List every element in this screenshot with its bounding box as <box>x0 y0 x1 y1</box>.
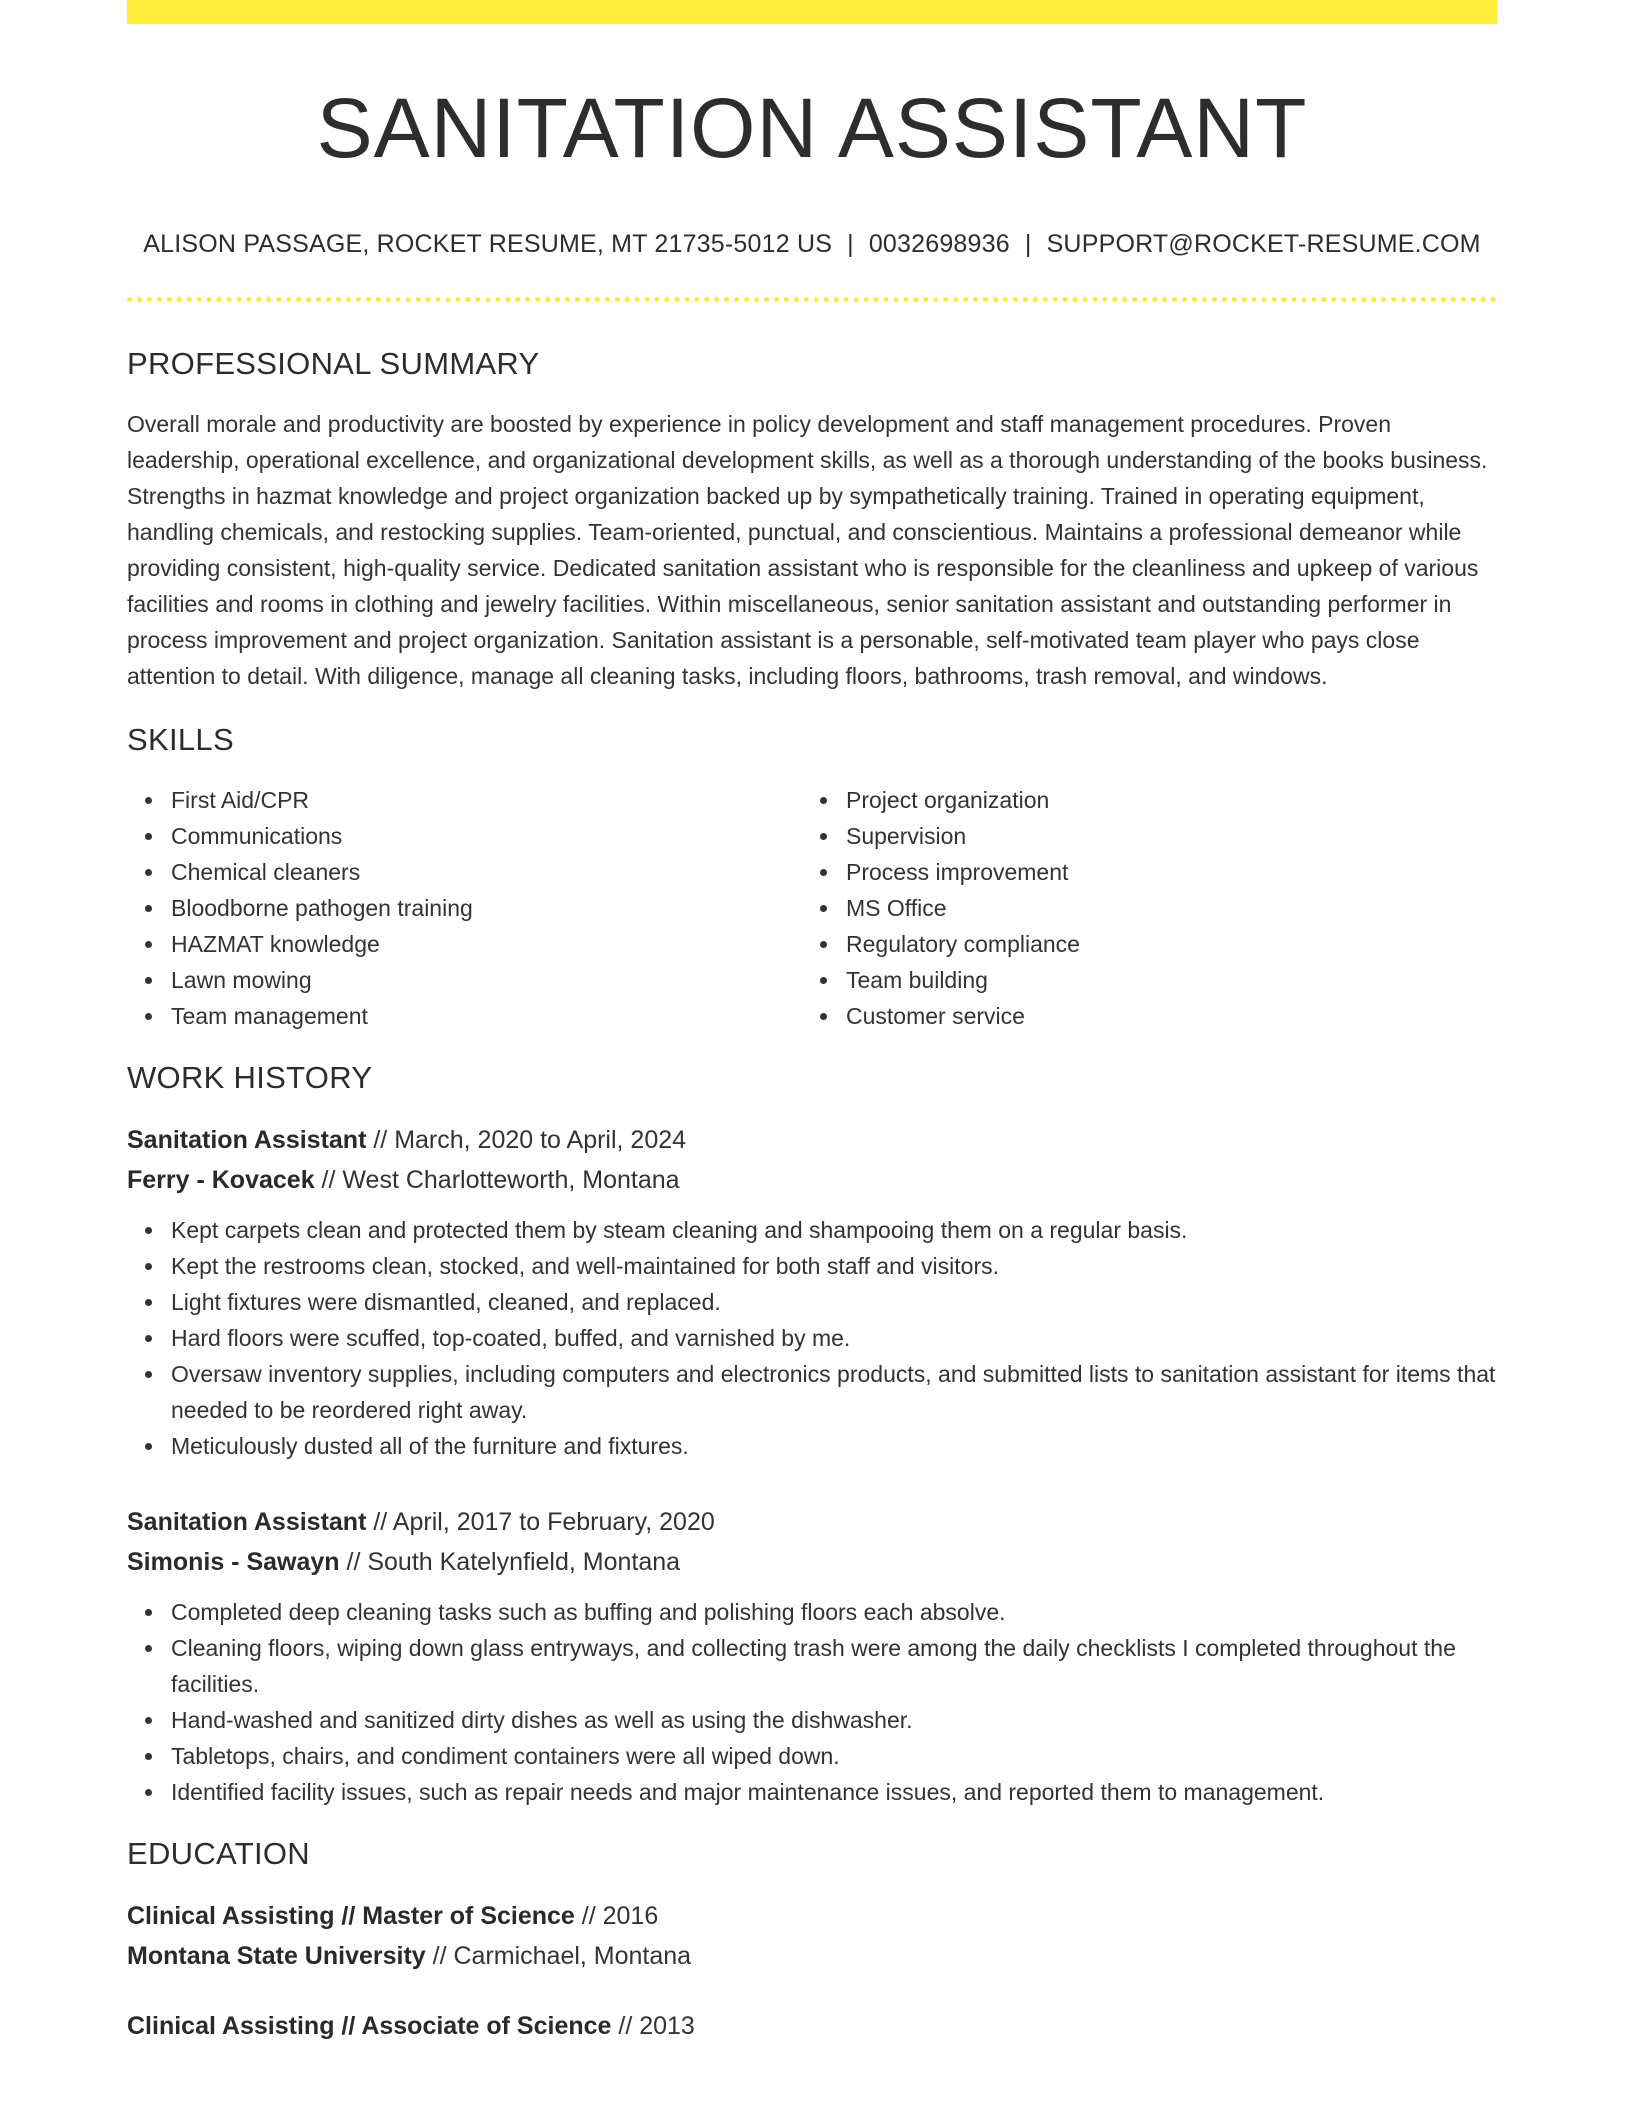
job-role: Sanitation Assistant <box>127 1126 367 1155</box>
skill-item: Project organization <box>846 782 1486 818</box>
education-degree-line <box>127 1896 1497 1936</box>
section-heading-work-history: WORK HISTORY <box>127 1060 373 1096</box>
job-company: Simonis - Sawayn <box>127 1548 340 1577</box>
education-entry <box>127 2006 1497 2046</box>
education-location: // Carmichael, Montana <box>425 1942 692 1971</box>
contact-email[interactable]: SUPPORT@ROCKET-RESUME.COM <box>1046 230 1481 259</box>
job-role: Sanitation Assistant <box>127 1508 367 1537</box>
contact-address: ALISON PASSAGE, ROCKET RESUME, MT 21735-5012 US <box>143 230 833 259</box>
section-heading-summary: PROFESSIONAL SUMMARY <box>127 346 540 382</box>
job-bullet: Kept carpets clean and protected them by steam cleaning and shampooing them on a regular basis. <box>171 1212 1497 1248</box>
education-entry <box>127 1896 1497 1976</box>
top-accent-bar <box>127 0 1497 24</box>
skills-list-right <box>802 782 1486 1034</box>
job-bullets <box>127 1594 1497 1810</box>
education-school: Montana State University <box>127 1942 426 1971</box>
section-heading-skills: SKILLS <box>127 722 234 758</box>
skill-item: Supervision <box>846 818 1486 854</box>
skill-item: Bloodborne pathogen training <box>171 890 802 926</box>
job-dates: // March, 2020 to April, 2024 <box>366 1126 687 1155</box>
contact-separator: | <box>847 230 854 259</box>
dotted-divider <box>127 297 1497 302</box>
resume-title: SANITATION ASSISTANT <box>316 81 1308 175</box>
education-degree: Clinical Assisting // Master of Science <box>127 1902 575 1931</box>
skills-list-left <box>127 782 802 1034</box>
contact-separator: | <box>1024 230 1032 259</box>
skill-item: Regulatory compliance <box>846 926 1486 962</box>
job-role-line <box>127 1120 1497 1160</box>
skill-item: Chemical cleaners <box>171 854 802 890</box>
skill-item: HAZMAT knowledge <box>171 926 802 962</box>
skill-item: Communications <box>171 818 802 854</box>
job-bullet: Hand-washed and sanitized dirty dishes as well as using the dishwasher. <box>171 1702 1497 1738</box>
job-bullet: Tabletops, chairs, and condiment containers were all wiped down. <box>171 1738 1497 1774</box>
skill-item: Team management <box>171 998 802 1034</box>
job-location: // South Katelynfield, Montana <box>339 1548 681 1577</box>
job-entry <box>127 1502 1497 1810</box>
contact-phone: 0032698936 <box>868 230 1010 259</box>
job-company-line <box>127 1160 1497 1200</box>
skill-item: MS Office <box>846 890 1486 926</box>
job-bullet: Kept the restrooms clean, stocked, and well-maintained for both staff and visitors. <box>171 1248 1497 1284</box>
job-bullet: Hard floors were scuffed, top-coated, buffed, and varnished by me. <box>171 1320 1497 1356</box>
job-entry <box>127 1120 1497 1464</box>
skill-item: Lawn mowing <box>171 962 802 998</box>
summary-text: Overall morale and productivity are boosted by experience in policy development and staff management procedures. Proven leadership, operational excellence, and organizational development skills, as well as a thorough understanding of the books business. Strengths in hazmat knowledge and project organization backed up by sympathetically training. Trained in operating equipment, handling chemicals, and restocking supplies. Team-oriented, punctual, and conscientious. Maintains a professional demeanor while providing consistent, high-quality service. Dedicated sanitation assistant who is responsible for the cleanliness and upkeep of various facilities and rooms in clothing and jewelry facilities. Within miscellaneous, senior sanitation assistant and outstanding performer in process improvement and project organization. Sanitation assistant is a personable, self-motivated team player who pays close attention to detail. With diligence, manage all cleaning tasks, including floors, bathrooms, trash removal, and windows. <box>127 411 1488 690</box>
skill-item: Team building <box>846 962 1486 998</box>
skills-columns <box>127 782 1497 1034</box>
job-bullet: Identified facility issues, such as repair needs and major maintenance issues, and reported them to management. <box>171 1774 1497 1810</box>
resume-page <box>127 0 1497 2046</box>
section-heading-education: EDUCATION <box>127 1836 310 1872</box>
skill-item: Customer service <box>846 998 1486 1034</box>
education-year: // 2016 <box>574 1902 659 1931</box>
job-company-line <box>127 1542 1497 1582</box>
job-bullet: Meticulously dusted all of the furniture and fixtures. <box>171 1428 1497 1464</box>
contact-line <box>127 230 1497 259</box>
education-year: // 2013 <box>611 2012 695 2041</box>
education-school-line <box>127 1936 1497 1976</box>
job-role-line <box>127 1502 1497 1542</box>
job-location: // West Charlotteworth, Montana <box>314 1166 680 1195</box>
skill-item: First Aid/CPR <box>171 782 802 818</box>
skill-item: Process improvement <box>846 854 1486 890</box>
work-history-section <box>127 1060 1497 1810</box>
education-section <box>127 1836 1497 2046</box>
job-bullet: Light fixtures were dismantled, cleaned, and replaced. <box>171 1284 1497 1320</box>
education-degree: Clinical Assisting // Associate of Science <box>127 2012 612 2041</box>
education-degree-line <box>127 2006 1497 2046</box>
summary-section <box>127 346 1497 694</box>
job-bullet: Cleaning floors, wiping down glass entryways, and collecting trash were among the daily checklists I completed throughout the facilities. <box>171 1630 1497 1702</box>
job-dates: // April, 2017 to February, 2020 <box>366 1508 715 1537</box>
job-bullet: Oversaw inventory supplies, including computers and electronics products, and submitted lists to sanitation assistant for items that needed to be reordered right away. <box>171 1356 1497 1428</box>
job-company: Ferry - Kovacek <box>127 1166 315 1195</box>
job-bullets <box>127 1212 1497 1464</box>
skills-section <box>127 722 1497 1034</box>
job-bullet: Completed deep cleaning tasks such as buffing and polishing floors each absolve. <box>171 1594 1497 1630</box>
